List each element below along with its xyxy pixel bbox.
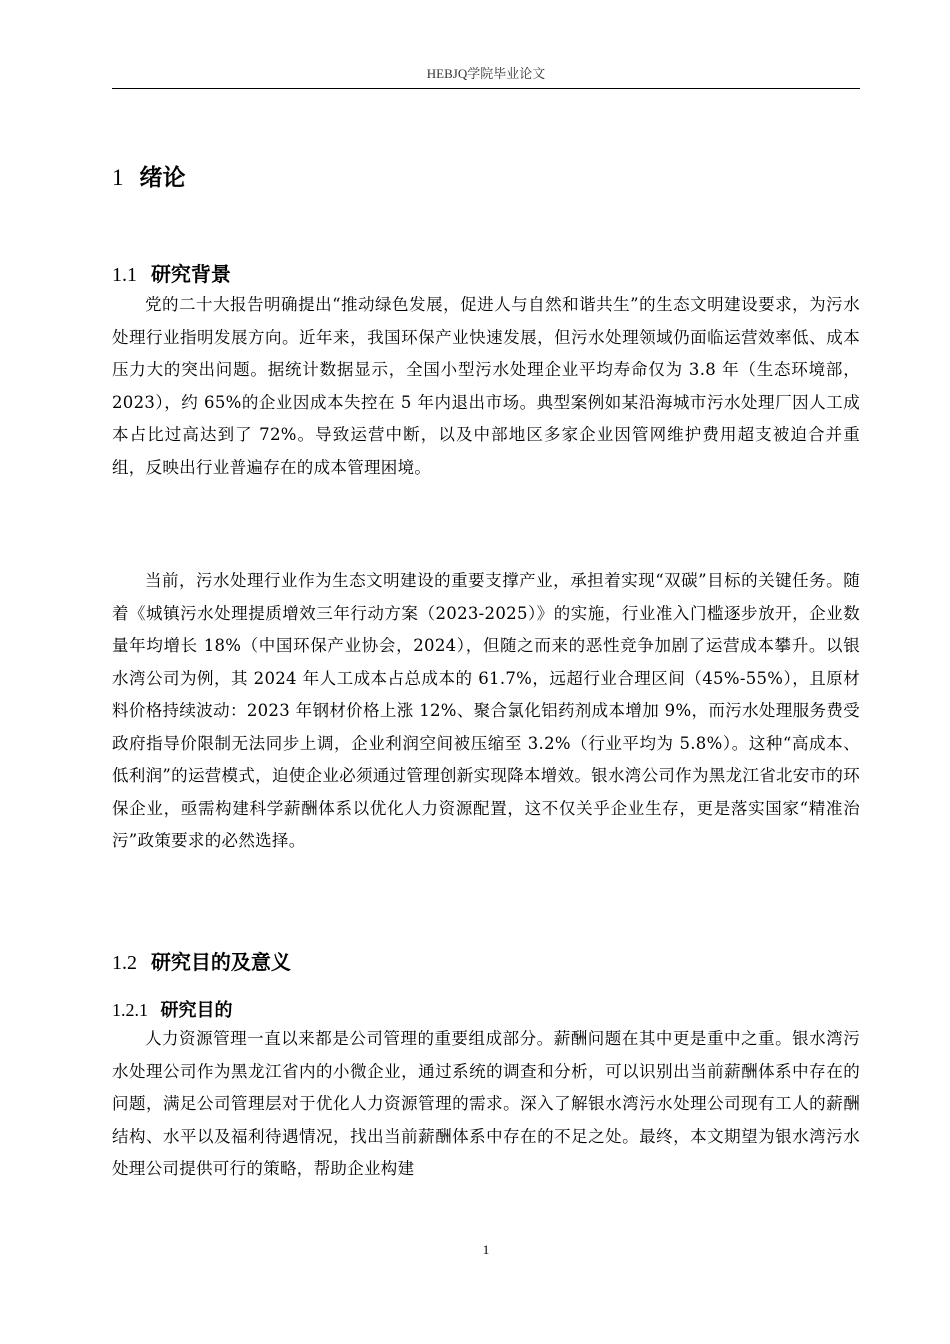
section-heading-1-1 — [112, 260, 231, 289]
subsection-title: 研究目的 — [160, 1000, 233, 1021]
subsection-heading-1-2-1 — [112, 997, 233, 1024]
section-number: 1.1 — [112, 264, 137, 286]
section-number: 1.2 — [112, 952, 137, 974]
body-paragraph: 当前，污水处理行业作为生态文明建设的重要支撑产业，承担着实现“双碳”目标的关键任务。随着《城镇污水处理提质增效三年行动方案（2023-2025）》的实施，行业准入门槛逐步放开，企业数量年均增长 18%（中国环保产业协会，2024），但随之而来的恶性竞争加剧了运营成本攀升。以银水湾公司为例，其 2024 年人工成本占总成本的 61.7%，远超行业合理区间（45%-55%），且原材料价格持续波动：2023 年钢材价格上涨 12%、聚合氯化铝药剂成本增加 9%，而污水处理服务费受政府指导价限制无法同步上调，企业利润空间被压缩至 3.2%（行业平均为 5.8%）。这种“高成本、低利润”的运营模式，迫使企业必须通过管理创新实现降本增效。银水湾公司作为黑龙江省北安市的环保企业，亟需构建科学薪酬体系以优化人力资源配置，这不仅关乎企业生存，更是落实国家“精准治污”政策要求的必然选择。 — [112, 571, 860, 850]
chapter-heading — [112, 163, 186, 193]
chapter-title: 绪论 — [139, 165, 186, 191]
page-number: 1 — [482, 1242, 490, 1257]
section-title: 研究背景 — [150, 262, 231, 286]
chapter-number: 1 — [112, 165, 124, 190]
subsection-number: 1.2.1 — [112, 1000, 148, 1020]
body-paragraph: 党的二十大报告明确提出“推动绿色发展，促进人与自然和谐共生”的生态文明建设要求，为污水处理行业指明发展方向。近年来，我国环保产业快速发展，但污水处理领域仍面临运营效率低、成本压力大的突出问题。据统计数据显示，全国小型污水处理企业平均寿命仅为 3.8 年（生态环境部，2023），约 65%的企业因成本失控在 5 年内退出市场。典型案例如某沿海城市污水处理厂因人工成本占比过高达到了 72%。导致运营中断，以及中部地区多家企业因管网维护费用超支被迫合并重组，反映出行业普遍存在的成本管理困境。 — [112, 295, 860, 477]
header-rule — [112, 88, 860, 89]
section-title: 研究目的及意义 — [150, 950, 291, 974]
body-paragraph: 人力资源管理一直以来都是公司管理的重要组成部分。薪酬问题在其中更是重中之重。银水湾污水处理公司作为黑龙江省内的小微企业，通过系统的调查和分析，可以识别出当前薪酬体系中存在的问题，满足公司管理层对于优化人力资源管理的需求。深入了解银水湾污水处理公司现有工人的薪酬结构、水平以及福利待遇情况，找出当前薪酬体系中存在的不足之处。最终，本文期望为银水湾污水处理公司提供可行的策略，帮助企业构建 — [112, 1029, 860, 1178]
section-heading-1-2 — [112, 948, 291, 977]
running-header: HEBJQ学院毕业论文 — [426, 66, 546, 81]
